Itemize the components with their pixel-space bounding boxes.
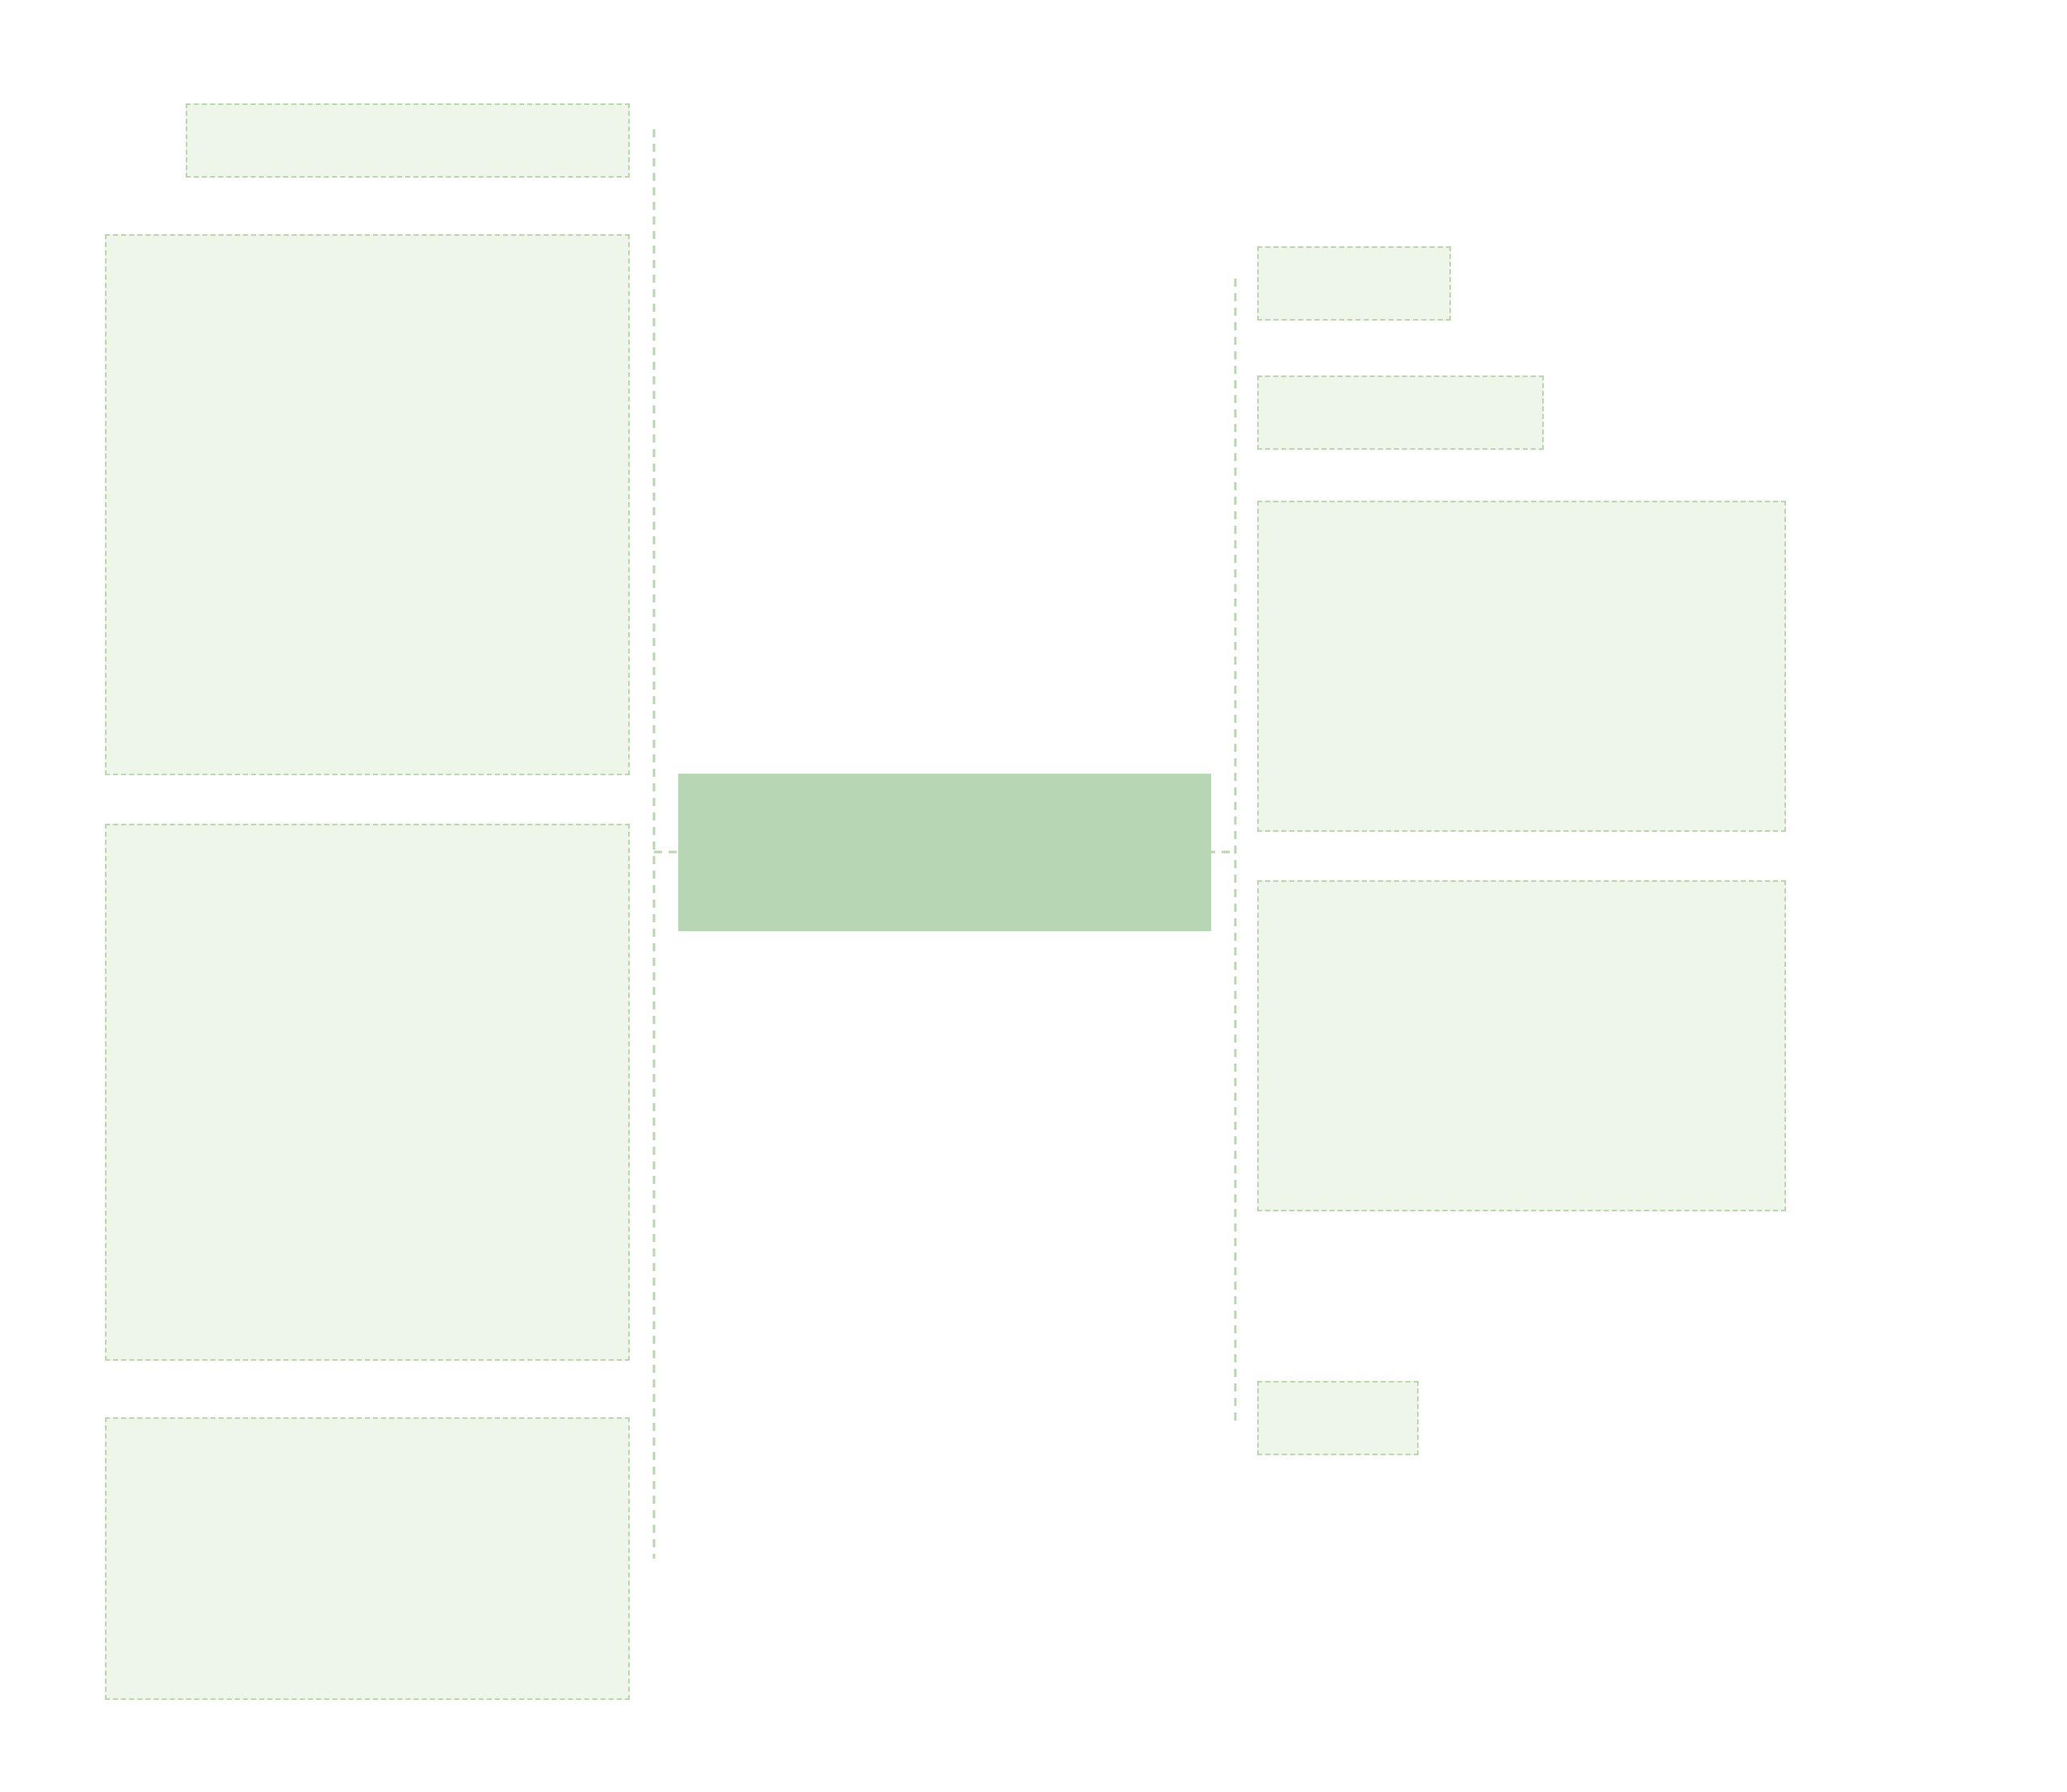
branch-node-right-2[interactable]: [1257, 376, 1544, 450]
branch-node-left-2[interactable]: [105, 234, 630, 775]
branch-node-right-4[interactable]: [1257, 880, 1786, 1211]
branch-node-left-1[interactable]: [186, 103, 630, 178]
branch-node-right-3[interactable]: [1257, 501, 1786, 832]
branch-node-right-1[interactable]: [1257, 246, 1451, 321]
branch-node-right-5[interactable]: [1257, 1381, 1419, 1455]
branch-node-left-4[interactable]: [105, 1417, 630, 1700]
branch-node-left-3[interactable]: [105, 824, 630, 1361]
central-topic-label: [678, 774, 1211, 931]
central-topic[interactable]: [678, 774, 1211, 931]
